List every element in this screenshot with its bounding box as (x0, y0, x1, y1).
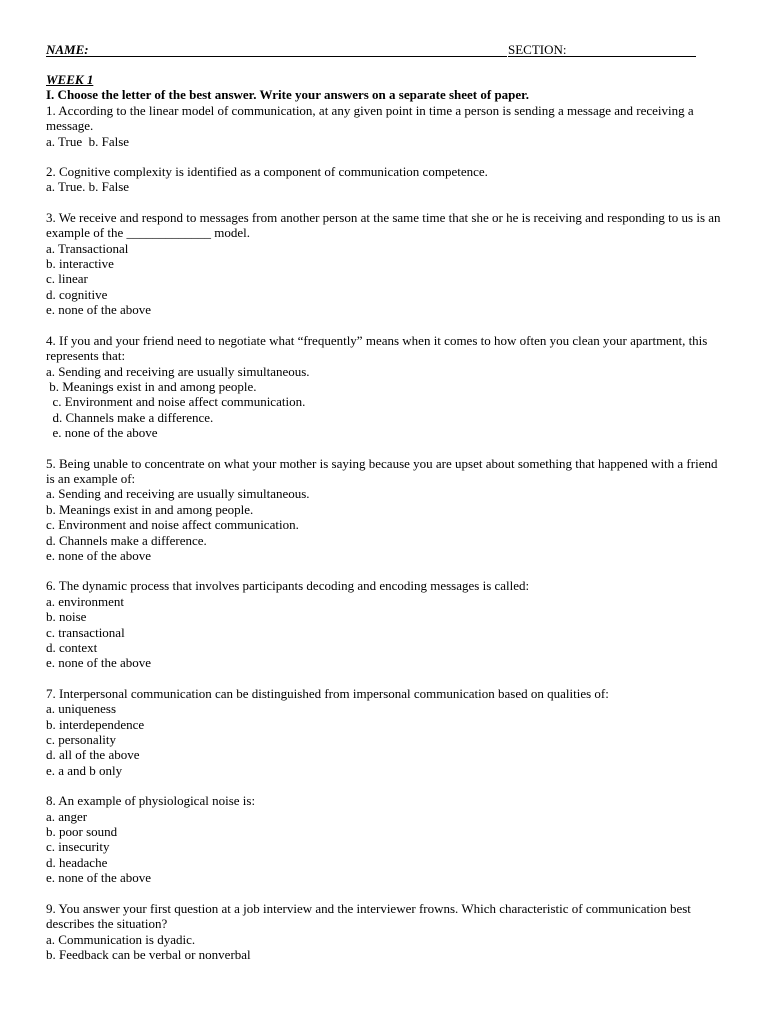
answer-choice: b. interactive (46, 256, 114, 272)
answer-choice: d. all of the above (46, 747, 140, 763)
answer-choice: d. Channels make a difference. (46, 532, 207, 548)
answer-choice: a. Communication is dyadic. (46, 931, 196, 947)
question-1 (46, 103, 722, 149)
answer-choice: a. True. b. False (46, 179, 130, 195)
question-stem: 5. Being unable to concentrate on what your mother is saying because you are upset about something that happened with a friend is an example of: (46, 455, 718, 486)
name-blank-line (46, 56, 507, 57)
answer-choice: c. Environment and noise affect communication. (46, 517, 299, 533)
answer-choice: a. uniqueness (46, 701, 117, 717)
week-heading: WEEK 1 (46, 72, 94, 87)
question-stem: 9. You answer your first question at a job interview and the interviewer frowns. Which characteristic of communication best describes the situation? (46, 900, 691, 932)
question-7 (46, 686, 722, 778)
answer-choice: e. none of the above (46, 547, 152, 563)
answer-choice: d. context (46, 640, 98, 655)
answer-choice: a. Sending and receiving are usually simultaneous. (46, 486, 310, 502)
answer-choice: b. interdependence (46, 716, 145, 732)
question-stem: 6. The dynamic process that involves participants decoding and encoding messages is called: (46, 578, 530, 594)
question-stem: 1. According to the linear model of communication, at any given point in time a person is sending a message and receiving a message. (46, 102, 694, 134)
section-blank-line (508, 56, 696, 57)
answer-choice: d. headache (46, 854, 108, 870)
answer-choice: c. insecurity (46, 839, 110, 855)
answer-choice: b. poor sound (46, 824, 118, 840)
answer-choice: e. none of the above (46, 425, 158, 441)
answer-choice: a. anger (46, 808, 88, 824)
header-row (46, 42, 722, 60)
question-list (46, 103, 722, 963)
answer-choice: e. none of the above (46, 870, 152, 886)
question-stem: 3. We receive and respond to messages from another person at the same time that she or he is receiving and responding to us is an example of the _____________ model. (46, 209, 721, 241)
question-8 (46, 793, 722, 885)
answer-choice: d. Channels make a difference. (46, 409, 214, 425)
answer-choice: c. transactional (46, 624, 125, 640)
question-stem: 2. Cognitive complexity is identified as a component of communication competence. (46, 164, 488, 180)
answer-choice: e. none of the above (46, 302, 152, 318)
answer-choice: a. environment (46, 593, 124, 609)
instruction-text: I. Choose the letter of the best answer. Write your answers on a separate sheet of paper. (46, 87, 530, 103)
section-label: SECTION: (508, 42, 567, 57)
question-stem: 7. Interpersonal communication can be distinguished from impersonal communication based on qualities of: (46, 685, 609, 701)
question-2 (46, 164, 722, 195)
answer-choice: a. True b. False (46, 133, 130, 149)
question-5 (46, 456, 722, 564)
question-3 (46, 210, 722, 318)
answer-choice: b. Meanings exist in and among people. (46, 378, 257, 394)
answer-choice: c. linear (46, 271, 88, 287)
answer-choice: a. Sending and receiving are usually simultaneous. (46, 363, 310, 379)
name-label: NAME: (46, 42, 89, 57)
worksheet-page (46, 42, 722, 977)
answer-choice: b. Feedback can be verbal or nonverbal (46, 946, 251, 962)
answer-choice: d. cognitive (46, 286, 108, 302)
question-4 (46, 333, 722, 441)
answer-choice: e. none of the above (46, 655, 152, 671)
answer-choice: c. personality (46, 732, 117, 748)
answer-choice: b. noise (46, 609, 87, 625)
question-stem: 8. An example of physiological noise is: (46, 793, 256, 809)
question-6 (46, 578, 722, 670)
answer-choice: c. Environment and noise affect communication. (46, 394, 306, 410)
answer-choice: e. a and b only (46, 762, 123, 778)
answer-choice: b. Meanings exist in and among people. (46, 501, 254, 517)
question-9 (46, 901, 722, 963)
question-stem: 4. If you and your friend need to negotiate what “frequently” means when it comes to how often you clean your apartment, this represents that: (46, 332, 708, 364)
answer-choice: a. Transactional (46, 240, 129, 256)
